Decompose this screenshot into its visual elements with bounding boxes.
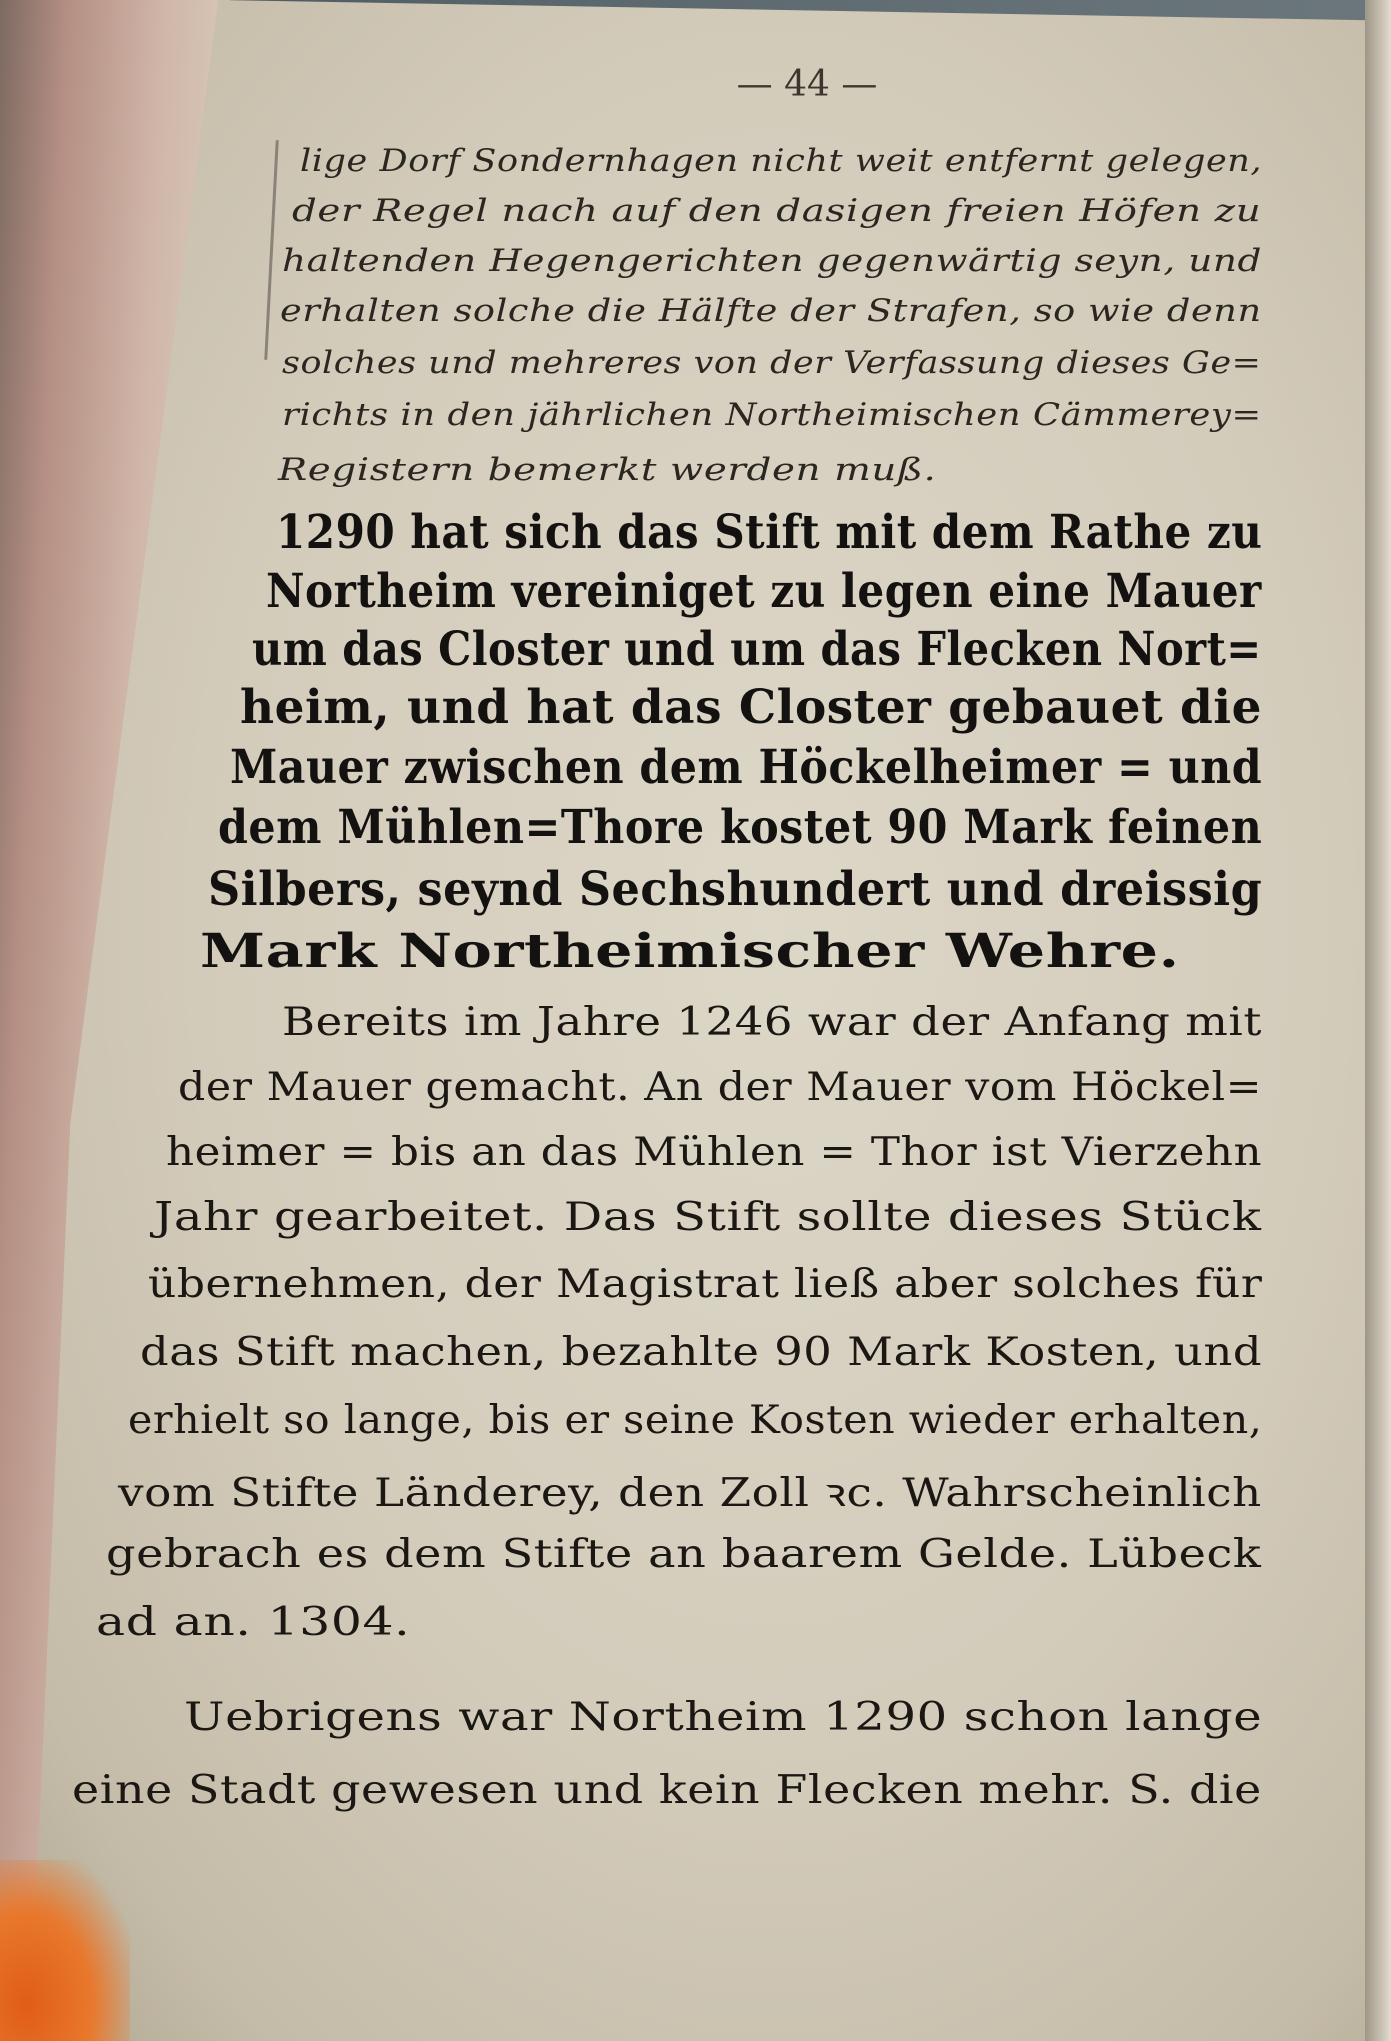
text-line: Jahr gearbeitet. Das Stift sollte dieses Stück [154, 1195, 1262, 1240]
text-line: Mauer zwischen dem Höckelheimer = und [230, 740, 1263, 795]
text-line: lige Dorf Sondernhagen nicht weit entfernt gelegen, [300, 143, 1263, 179]
text-line: Northeim vereiniget zu legen eine Mauer [266, 564, 1262, 619]
text-line: vom Stifte Länderey, den Zoll ꝛc. Wahrscheinlich [118, 1471, 1262, 1516]
text-line: ad an. 1304. [96, 1600, 411, 1645]
text-line: Uebrigens war Northeim 1290 schon lange [184, 1695, 1263, 1740]
text-line: 1290 hat sich das Stift mit dem Rathe zu [276, 505, 1263, 560]
text-line: der Mauer gemacht. An der Mauer vom Höckel= [178, 1065, 1262, 1110]
text-line: das Stift machen, bezahlte 90 Mark Kosten, und [140, 1330, 1263, 1375]
text-line: erhalten solche die Hälfte der Strafen, so wie denn [280, 293, 1262, 329]
text-line: um das Closter und um das Flecken Nort= [252, 622, 1262, 677]
text-line: erhielt so lange, bis er seine Kosten wieder erhalten, [128, 1398, 1263, 1443]
text-line: der Regel nach auf den dasigen freien Höfen zu [292, 193, 1262, 229]
page-number: — 44 — [736, 64, 878, 105]
text-line: gebrach es dem Stifte an baarem Gelde. Lübeck [106, 1532, 1262, 1577]
text-line: heimer = bis an das Mühlen = Thor ist Vierzehn [166, 1130, 1263, 1175]
text-line: dem Mühlen=Thore kostet 90 Mark feinen [218, 800, 1263, 855]
text-line: solches und mehreres von der Verfassung dieses Ge= [282, 345, 1262, 381]
text-line: Registern bemerkt werden muß. [278, 452, 937, 488]
text-line: Mark Northeimischer Wehre. [200, 924, 1180, 979]
text-line: heim, und hat das Closter gebauet die [240, 680, 1262, 735]
text-line: haltenden Hegengerichten gegenwärtig seyn, und [282, 243, 1263, 279]
text-line: Bereits im Jahre 1246 war der Anfang mit [282, 1000, 1262, 1045]
text-line: richts in den jährlichen Northeimischen Cämmerey= [282, 397, 1262, 433]
text-line: eine Stadt gewesen und kein Flecken mehr. S. die [72, 1768, 1262, 1813]
text-line: übernehmen, der Magistrat ließ aber solches für [148, 1262, 1263, 1307]
text-line: Silbers, seynd Sechshundert und dreissig [208, 862, 1263, 917]
